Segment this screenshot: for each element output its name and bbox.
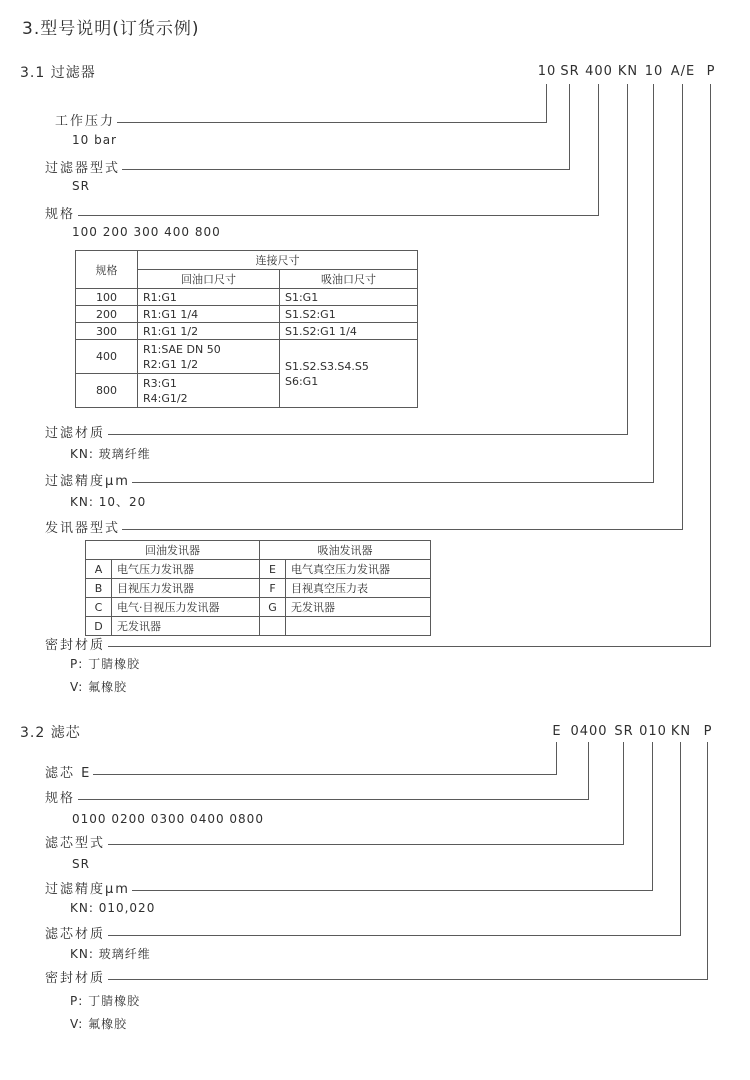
cell-spec-200: 200 [76,306,138,323]
s1-label-seal: 密封材质 [45,638,106,653]
cell-return-400-line1: R1:SAE DN 50 [143,342,221,356]
header-suction-port: 吸油口尺寸 [280,270,418,289]
s2-label-media: 滤芯材质 [45,927,106,942]
cell-key-b: B [86,579,112,598]
cell-return-800-line1: R3:G1 [143,376,177,390]
table-row [76,306,418,323]
cell-suction-merged-line2: S6:G1 [285,374,319,388]
s1-value-seal-v: V: 氟橡胶 [70,680,128,694]
s2-label-type: 滤芯型式 [45,836,106,851]
s1-label-filter-type: 过滤器型式 [45,161,121,176]
connector-line [108,742,708,980]
cell-desc-b: 目视压力发讯器 [112,579,260,598]
s1-label-working-pressure: 工作压力 [55,114,116,129]
spec-connection-table [75,250,418,408]
s2-value-type: SR [72,857,90,871]
table-row [86,541,431,560]
cell-spec-800: 800 [76,374,138,408]
s2-value-seal-p: P: 丁腈橡胶 [70,994,141,1008]
section2-heading: 3.2 滤芯 [20,725,81,741]
cell-suction-200: S1.S2:G1 [280,306,418,323]
section1-heading: 3.1 过滤器 [20,65,96,81]
cell-desc-a: 电气压力发讯器 [112,560,260,579]
table-row [76,289,418,306]
cell-return-800 [138,374,280,408]
cell-key-c: C [86,598,112,617]
s1-code-spec: 400 [585,64,613,79]
table-row [86,598,431,617]
s2-value-media: KN: 玻璃纤维 [70,947,151,961]
table-row [86,617,431,636]
header-return-indicator: 回油发讯器 [86,541,260,560]
cell-key-d: D [86,617,112,636]
s2-value-seal-v: V: 氟橡胶 [70,1017,128,1031]
cell-return-200: R1:G1 1/4 [138,306,280,323]
s2-code-seal: P [703,724,713,739]
cell-suction-300: S1.S2:G1 1/4 [280,323,418,340]
cell-return-400-line2: R2:G1 1/2 [143,357,199,371]
s2-value-spec: 0100 0200 0300 0400 0800 [72,812,264,826]
s1-code-media: KN [617,64,639,79]
table-row [76,323,418,340]
header-spec: 规格 [76,251,138,289]
cell-key-empty [260,617,286,636]
cell-return-800-line2: R4:G1/2 [143,391,188,405]
s2-label-precision: 过滤精度μm [45,882,130,897]
s1-label-precision: 过滤精度μm [45,474,130,489]
s1-code-pressure: 10 [537,64,557,79]
s1-label-media: 过滤材质 [45,426,106,441]
cell-suction-100: S1:G1 [280,289,418,306]
s1-code-precision: 10 [644,64,664,79]
cell-suction-merged-line1: S1.S2.S3.S4.S5 [285,359,369,373]
s1-label-spec: 规格 [45,207,76,222]
cell-key-g: G [260,598,286,617]
cell-key-e: E [260,560,286,579]
cell-suction-400-800 [280,340,418,408]
cell-key-f: F [260,579,286,598]
header-suction-indicator: 吸油发讯器 [260,541,431,560]
s2-code-media: KN [670,724,692,739]
s2-code-spec: 0400 [570,724,608,739]
header-connection-size: 连接尺寸 [138,251,418,270]
cell-desc-c: 电气·目视压力发讯器 [112,598,260,617]
s2-label-seal: 密封材质 [45,971,106,986]
cell-desc-e: 电气真空压力发讯器 [286,560,431,579]
s1-value-seal-p: P: 丁腈橡胶 [70,657,141,671]
table-row [76,251,418,270]
s1-value-spec: 100 200 300 400 800 [72,225,221,239]
cell-return-100: R1:G1 [138,289,280,306]
s2-value-precision: KN: 010,020 [70,901,156,915]
cell-desc-empty [286,617,431,636]
cell-desc-g: 无发讯器 [286,598,431,617]
header-return-port: 回油口尺寸 [138,270,280,289]
s1-code-seal: P [706,64,716,79]
page-title: 3.型号说明(订货示例) [22,19,200,39]
s1-code-indicator: A/E [670,64,696,79]
s2-code-type: SR [614,724,634,739]
cell-return-400 [138,340,280,374]
s1-code-type: SR [560,64,580,79]
cell-spec-400: 400 [76,340,138,374]
s1-value-filter-type: SR [72,179,90,193]
table-row [76,340,418,374]
cell-desc-d: 无发讯器 [112,617,260,636]
s1-label-indicator: 发讯器型式 [45,521,121,536]
table-row [86,560,431,579]
cell-spec-100: 100 [76,289,138,306]
indicator-table [85,540,431,636]
cell-spec-300: 300 [76,323,138,340]
s1-value-media: KN: 玻璃纤维 [70,447,151,461]
table-row [86,579,431,598]
cell-return-300: R1:G1 1/2 [138,323,280,340]
cell-desc-f: 目视真空压力表 [286,579,431,598]
s2-code-precision: 010 [639,724,667,739]
cell-key-a: A [86,560,112,579]
s2-label-element: 滤芯 E [45,766,92,781]
s1-value-working-pressure: 10 bar [72,133,117,147]
s1-value-precision: KN: 10、20 [70,495,147,509]
s2-label-spec: 规格 [45,791,76,806]
s2-code-element: E [552,724,562,739]
